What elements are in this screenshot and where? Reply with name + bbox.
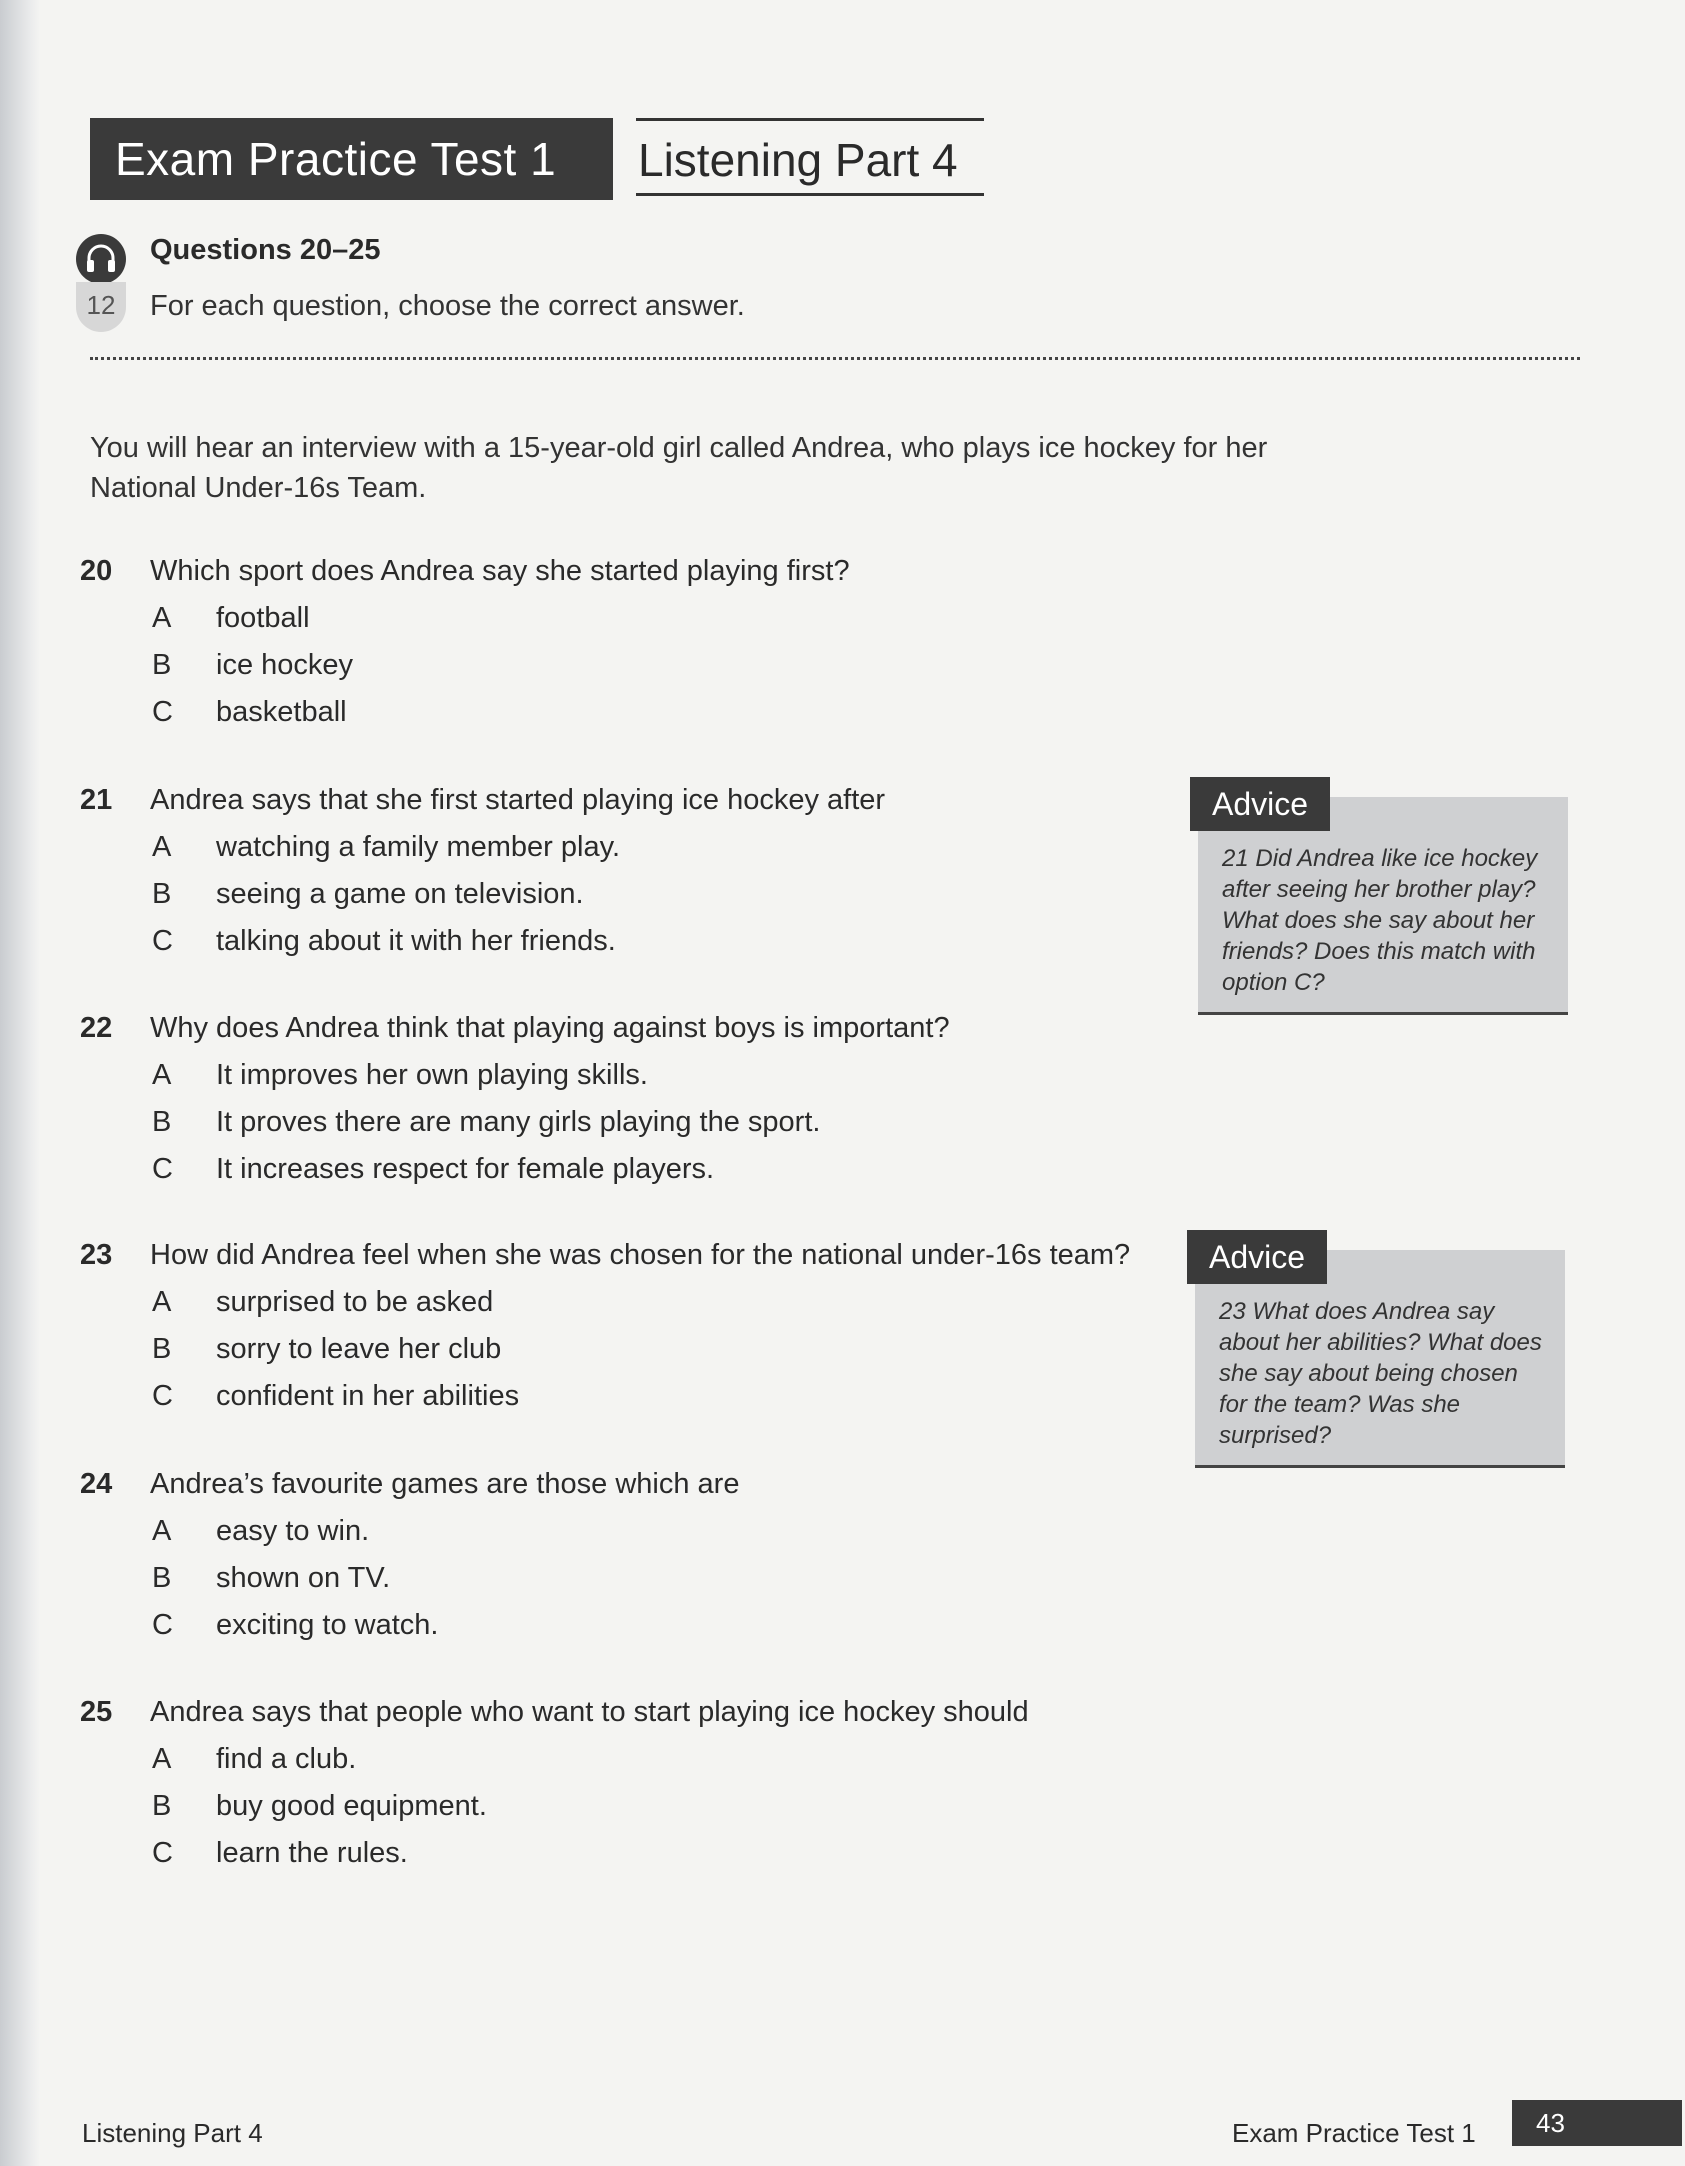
advice-text: 23 What does Andrea say about her abilities? What does she say about being chosen for the team? Was she surprised? — [1219, 1298, 1542, 1449]
option-a[interactable]: A football — [152, 602, 310, 634]
question-24 — [80, 1460, 1180, 1649]
option-b[interactable]: B seeing a game on television. — [152, 878, 584, 910]
page-number: 43 — [1512, 2100, 1682, 2146]
intro-text: You will hear an interview with a 15-year-old girl called Andrea, who plays ice hockey for her National Under-16s Team. — [90, 432, 1268, 504]
question-text: Why does Andrea think that playing against boys is important? — [150, 1012, 950, 1044]
option-a[interactable]: A watching a family member play. — [152, 831, 621, 863]
option-c[interactable]: C It increases respect for female players. — [152, 1153, 715, 1185]
option-b[interactable]: B sorry to leave her club — [152, 1333, 502, 1365]
option-b[interactable]: B buy good equipment. — [152, 1790, 487, 1822]
footer-section-label: Listening Part 4 — [82, 2118, 263, 2148]
question-text: How did Andrea feel when she was chosen for the national under-16s team? — [150, 1239, 1131, 1271]
question-text: Andrea’s favourite games are those which are — [150, 1468, 740, 1500]
question-text: Andrea says that she first started playing ice hockey after — [150, 784, 886, 816]
question-number: 25 — [80, 1696, 113, 1728]
question-text: Andrea says that people who want to start playing ice hockey should — [150, 1696, 1029, 1728]
option-b[interactable]: B shown on TV. — [152, 1562, 391, 1594]
question-number: 20 — [80, 555, 113, 587]
option-a[interactable]: A easy to win. — [152, 1515, 370, 1547]
advice-label: Advice — [1190, 777, 1330, 831]
headphones-icon — [76, 234, 126, 284]
test-title: Exam Practice Test 1 — [90, 118, 613, 200]
question-number: 24 — [80, 1468, 113, 1500]
question-number: 21 — [80, 784, 113, 816]
option-c[interactable]: C confident in her abilities — [152, 1380, 520, 1412]
option-c[interactable]: C learn the rules. — [152, 1837, 408, 1869]
question-23 — [80, 1231, 1180, 1420]
questions-range: Questions 20–25 — [150, 234, 381, 266]
track-number: 12 — [76, 282, 126, 332]
question-25 — [80, 1688, 1180, 1877]
option-a[interactable]: A It improves her own playing skills. — [152, 1059, 648, 1091]
option-c[interactable]: C basketball — [152, 696, 347, 728]
option-b[interactable]: B ice hockey — [152, 649, 354, 681]
option-c[interactable]: C talking about it with her friends. — [152, 925, 616, 957]
page-edge-shadow — [0, 0, 40, 2166]
question-22 — [80, 1004, 1180, 1193]
advice-box-21 — [1198, 786, 1568, 1015]
option-a[interactable]: A find a club. — [152, 1743, 357, 1775]
question-21 — [80, 776, 1180, 965]
advice-text: 21 Did Andrea like ice hockey after seeing her brother play? What does she say about her friends? Does this match with option C? — [1222, 845, 1538, 996]
dotted-divider — [90, 357, 1580, 360]
question-text: Which sport does Andrea say she started playing first? — [150, 555, 850, 587]
question-number: 23 — [80, 1239, 113, 1271]
question-20 — [80, 547, 1180, 736]
option-b[interactable]: B It proves there are many girls playing the sport. — [152, 1106, 821, 1138]
part-title: Listening Part 4 — [636, 118, 984, 196]
option-a[interactable]: A surprised to be asked — [152, 1286, 494, 1318]
audio-track-badge — [76, 234, 126, 334]
question-number: 22 — [80, 1012, 113, 1044]
footer-test-label: Exam Practice Test 1 — [1232, 2118, 1476, 2148]
advice-box-23 — [1195, 1239, 1565, 1468]
option-c[interactable]: C exciting to watch. — [152, 1609, 439, 1641]
instruction: For each question, choose the correct answer. — [150, 290, 745, 322]
advice-label: Advice — [1187, 1230, 1327, 1284]
